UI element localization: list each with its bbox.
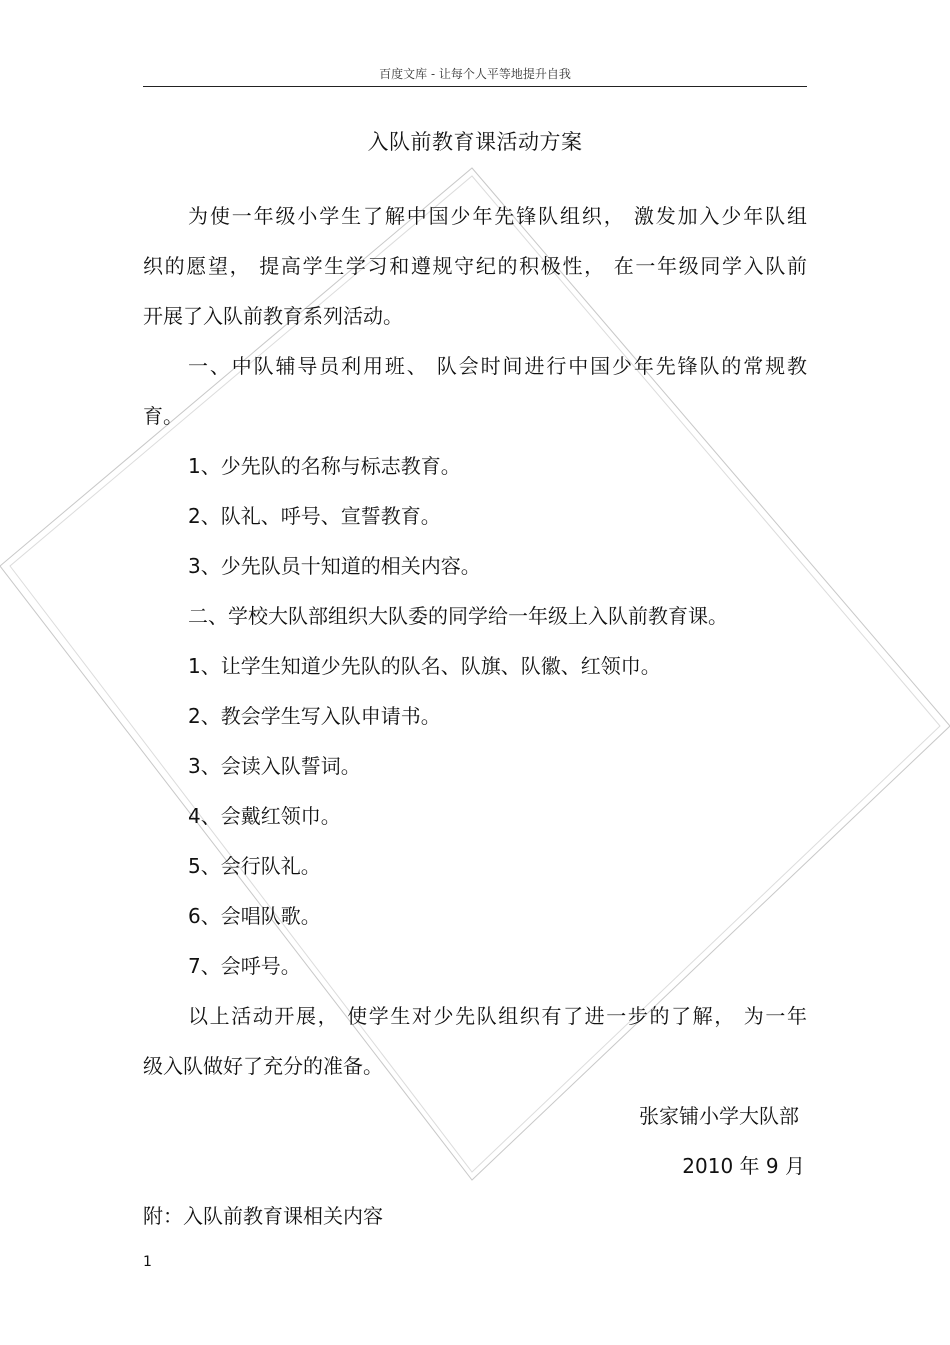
document-title: 入队前教育课活动方案 [367,130,583,154]
page-number: 1 [143,1254,152,1270]
header-divider [143,86,807,87]
intro-line-1: 为使一年级小学生了解中国少年先锋队组织， 激发加入少年队组 [188,204,807,228]
section2-item: 3、会读入队誓词。 [188,754,361,778]
section1-item: 2、队礼、呼号、宣誓教育。 [188,504,441,528]
section2-item: 1、让学生知道少先队的队名、队旗、队徽、红领巾。 [188,654,661,678]
page-header: 百度文库 - 让每个人平等地提升自我 [379,67,571,81]
conclusion-line-2: 级入队做好了充分的准备。 [143,1054,383,1078]
section1-item: 1、少先队的名称与标志教育。 [188,454,461,478]
section2-heading: 二、学校大队部组织大队委的同学给一年级上入队前教育课。 [188,604,728,628]
section2-item: 7、会呼号。 [188,954,301,978]
section2-item: 2、教会学生写入队申请书。 [188,704,441,728]
document-date: 2010 年 9 月 [682,1154,805,1178]
section1-item: 3、少先队员十知道的相关内容。 [188,554,481,578]
section2-item: 6、会唱队歌。 [188,904,321,928]
signature: 张家铺小学大队部 [639,1104,799,1128]
appendix-note: 附：入队前教育课相关内容 [143,1204,383,1228]
section1-line-2: 育。 [143,404,183,428]
intro-line-2: 织的愿望， 提高学生学习和遵规守纪的积极性， 在一年级同学入队前 [143,254,807,278]
conclusion-line-1: 以上活动开展， 使学生对少先队组织有了进一步的了解， 为一年 [188,1004,807,1028]
section1-line-1: 一、中队辅导员利用班、 队会时间进行中国少年先锋队的常规教 [188,354,807,378]
section2-item: 4、会戴红领巾。 [188,804,341,828]
section2-item: 5、会行队礼。 [188,854,321,878]
intro-line-3: 开展了入队前教育系列活动。 [143,304,403,328]
